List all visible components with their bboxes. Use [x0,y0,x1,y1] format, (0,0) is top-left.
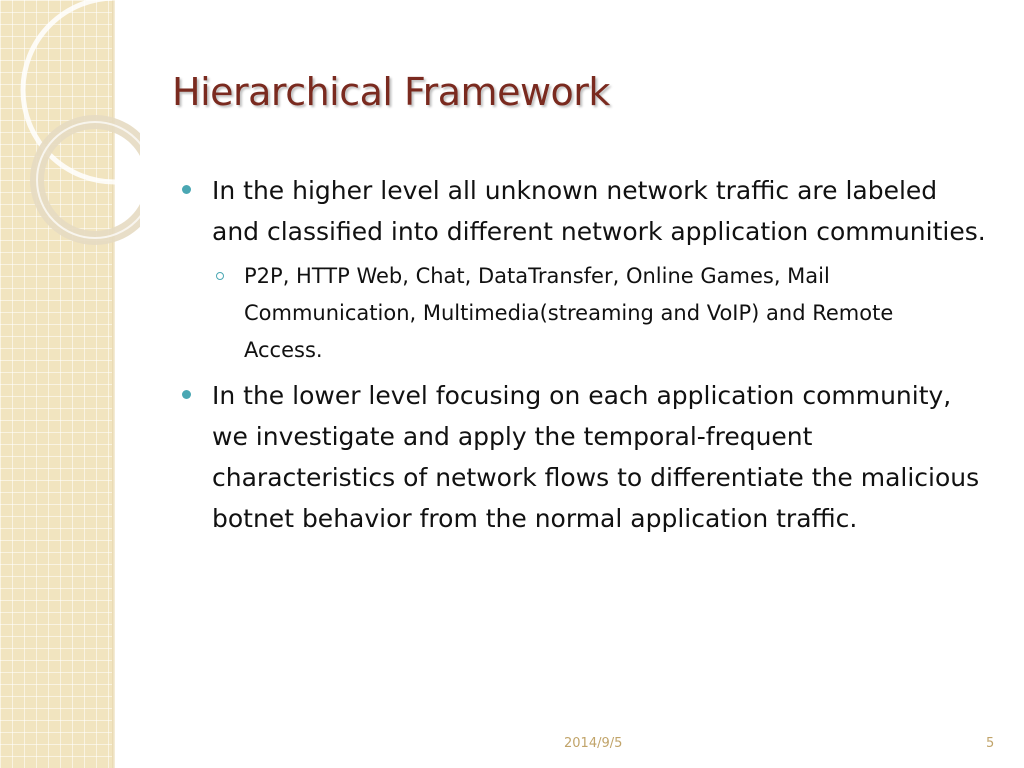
sub-bullet-item [244,258,964,369]
bullet-item [178,375,990,539]
bullet-dot-icon [182,185,191,194]
bullet-item [178,170,990,252]
decorative-circles [0,0,140,260]
bullet-dot-icon [182,390,191,399]
slide-title: Hierarchical Framework [172,70,610,114]
bullet-text: In the higher level all unknown network traffic are labeled and classified into different network application communities. [212,176,986,246]
slide-number: 5 [986,736,995,751]
footer-date: 2014/9/5 [564,736,623,751]
sub-bullet-text: P2P, HTTP Web, Chat, DataTransfer, Online Games, Mail Communication, Multimedia(streaming and VoIP) and Remote Access. [244,264,894,362]
sub-bullet-ring-icon [216,272,224,280]
bullet-text: In the lower level focusing on each application community, we investigate and apply the temporal-frequent characteristics of network flows to differentiate the malicious botnet behavior from the normal application traffic. [212,381,980,533]
bullet-list [178,170,990,549]
